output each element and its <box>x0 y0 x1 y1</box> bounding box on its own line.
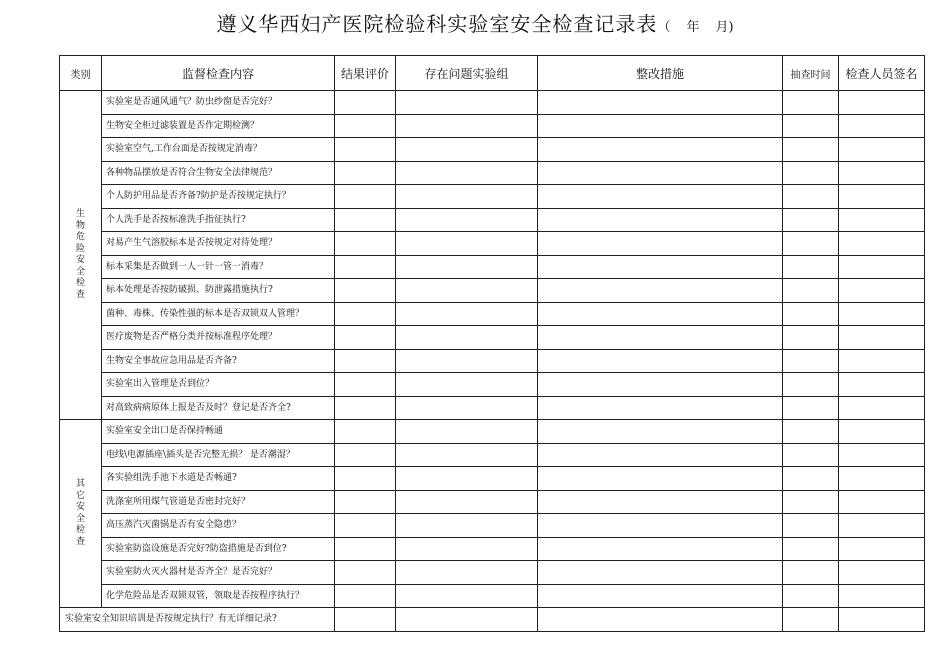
check-item: 实验室空气,工作台面是否按规定消毒？ <box>102 138 335 162</box>
table-row <box>60 161 925 185</box>
check-item: 实验室安全出口是否保持畅通 <box>102 420 335 444</box>
check-item: 实验室是否通风通气？防虫纱窗是否完好？ <box>102 91 335 115</box>
measures-cell[interactable] <box>538 561 783 585</box>
inspector-cell[interactable] <box>839 490 925 514</box>
problem-group-cell[interactable] <box>396 91 538 115</box>
table-row <box>60 514 925 538</box>
table-row <box>60 349 925 373</box>
table-row <box>60 114 925 138</box>
inspector-cell[interactable] <box>839 396 925 420</box>
check-time-cell[interactable] <box>783 514 839 538</box>
measures-cell[interactable] <box>538 608 783 632</box>
problem-group-cell[interactable] <box>396 302 538 326</box>
check-time-cell[interactable] <box>783 302 839 326</box>
training-check-item: 实验室安全知识培训是否按规定执行？有无详细记录? <box>60 608 335 632</box>
check-time-cell[interactable] <box>783 91 839 115</box>
inspection-table <box>59 55 925 632</box>
check-item: 高压蒸汽灭菌锅是否有安全隐患？ <box>102 514 335 538</box>
header-row <box>60 56 925 91</box>
result-cell[interactable] <box>335 396 396 420</box>
check-time-cell[interactable] <box>783 443 839 467</box>
problem-group-cell[interactable] <box>396 114 538 138</box>
check-item: 实验室防盗设施是否完好?防盗措施是否到位? <box>102 537 335 561</box>
problem-group-cell[interactable] <box>396 584 538 608</box>
measures-cell[interactable] <box>538 279 783 303</box>
check-item: 个人防护用品是否齐备?防护是否按规定执行？ <box>102 185 335 209</box>
result-cell[interactable] <box>335 185 396 209</box>
result-cell[interactable] <box>335 91 396 115</box>
measures-cell[interactable] <box>538 208 783 232</box>
result-cell[interactable] <box>335 114 396 138</box>
inspector-cell[interactable] <box>839 373 925 397</box>
problem-group-cell[interactable] <box>396 185 538 209</box>
table-row <box>60 302 925 326</box>
table-row <box>60 185 925 209</box>
check-time-cell[interactable] <box>783 161 839 185</box>
check-item: 对高致病病原体上报是否及时？登记是否齐全? <box>102 396 335 420</box>
inspector-cell[interactable] <box>839 279 925 303</box>
inspector-cell[interactable] <box>839 255 925 279</box>
category-cell <box>60 420 102 608</box>
result-cell[interactable] <box>335 420 396 444</box>
header-problem-group: 存在问题实验组 <box>396 56 538 91</box>
check-time-cell[interactable] <box>783 467 839 491</box>
result-cell[interactable] <box>335 467 396 491</box>
problem-group-cell[interactable] <box>396 255 538 279</box>
problem-group-cell[interactable] <box>396 326 538 350</box>
result-cell[interactable] <box>335 208 396 232</box>
table-row <box>60 443 925 467</box>
problem-group-cell[interactable] <box>396 608 538 632</box>
header-content: 监督检查内容 <box>102 56 335 91</box>
measures-cell[interactable] <box>538 420 783 444</box>
result-cell[interactable] <box>335 608 396 632</box>
check-time-cell[interactable] <box>783 279 839 303</box>
check-item: 电线\电源插座\插头是否完整无损？ 是否潮湿？ <box>102 443 335 467</box>
check-time-cell[interactable] <box>783 114 839 138</box>
result-cell[interactable] <box>335 349 396 373</box>
check-time-cell[interactable] <box>783 349 839 373</box>
header-inspector: 检查人员签名 <box>839 56 925 91</box>
measures-cell[interactable] <box>538 467 783 491</box>
header-check-time: 抽查时间 <box>783 56 839 91</box>
measures-cell[interactable] <box>538 373 783 397</box>
problem-group-cell[interactable] <box>396 373 538 397</box>
table-row <box>60 584 925 608</box>
table-row <box>60 279 925 303</box>
check-time-cell[interactable] <box>783 185 839 209</box>
problem-group-cell[interactable] <box>396 279 538 303</box>
check-time-cell[interactable] <box>783 373 839 397</box>
table-row <box>60 326 925 350</box>
measures-cell[interactable] <box>538 584 783 608</box>
problem-group-cell[interactable] <box>396 349 538 373</box>
measures-cell[interactable] <box>538 443 783 467</box>
measures-cell[interactable] <box>538 161 783 185</box>
result-cell[interactable] <box>335 514 396 538</box>
check-time-cell[interactable] <box>783 561 839 585</box>
header-category: 类别 <box>60 56 102 91</box>
table-row <box>60 373 925 397</box>
table-row <box>60 232 925 256</box>
table-row <box>60 537 925 561</box>
inspector-cell[interactable] <box>839 561 925 585</box>
check-time-cell[interactable] <box>783 420 839 444</box>
result-cell[interactable] <box>335 443 396 467</box>
inspector-cell[interactable] <box>839 91 925 115</box>
check-time-cell[interactable] <box>783 208 839 232</box>
footer-row <box>60 608 925 632</box>
check-item: 洗涤室所用煤气管道是否密封完好？ <box>102 490 335 514</box>
measures-cell[interactable] <box>538 138 783 162</box>
problem-group-cell[interactable] <box>396 537 538 561</box>
title-main: 遵义华西妇产医院检验科实验室安全检查记录表 <box>216 12 658 36</box>
inspector-cell[interactable] <box>839 114 925 138</box>
problem-group-cell[interactable] <box>396 561 538 585</box>
inspector-cell[interactable] <box>839 208 925 232</box>
problem-group-cell[interactable] <box>396 232 538 256</box>
result-cell[interactable] <box>335 584 396 608</box>
check-time-cell[interactable] <box>783 232 839 256</box>
table-row <box>60 490 925 514</box>
title-date: （ 年 月) <box>657 20 734 35</box>
check-item: 标本采集是否做到一人一针一管一消毒？ <box>102 255 335 279</box>
inspector-cell[interactable] <box>839 232 925 256</box>
measures-cell[interactable] <box>538 302 783 326</box>
check-item: 各种物品摆放是否符合生物安全法律规范？ <box>102 161 335 185</box>
result-cell[interactable] <box>335 537 396 561</box>
measures-cell[interactable] <box>538 326 783 350</box>
inspector-cell[interactable] <box>839 443 925 467</box>
problem-group-cell[interactable] <box>396 138 538 162</box>
table-row <box>60 91 925 115</box>
result-cell[interactable] <box>335 161 396 185</box>
table-row <box>60 467 925 491</box>
measures-cell[interactable] <box>538 490 783 514</box>
check-time-cell[interactable] <box>783 326 839 350</box>
inspector-cell[interactable] <box>839 608 925 632</box>
check-item: 医疗废物是否严格分类并按标准程序处理？ <box>102 326 335 350</box>
problem-group-cell[interactable] <box>396 443 538 467</box>
problem-group-cell[interactable] <box>396 490 538 514</box>
inspector-cell[interactable] <box>839 138 925 162</box>
inspector-cell[interactable] <box>839 537 925 561</box>
check-item: 生物安全柜过滤装置是否作定期检测？ <box>102 114 335 138</box>
check-item: 实验室出入管理是否到位？ <box>102 373 335 397</box>
inspector-cell[interactable] <box>839 185 925 209</box>
problem-group-cell[interactable] <box>396 420 538 444</box>
inspector-cell[interactable] <box>839 326 925 350</box>
check-time-cell[interactable] <box>783 138 839 162</box>
problem-group-cell[interactable] <box>396 161 538 185</box>
problem-group-cell[interactable] <box>396 467 538 491</box>
problem-group-cell[interactable] <box>396 514 538 538</box>
problem-group-cell[interactable] <box>396 208 538 232</box>
check-item: 标本处理是否按防破损、防泄露措施执行? <box>102 279 335 303</box>
measures-cell[interactable] <box>538 396 783 420</box>
table-row <box>60 396 925 420</box>
header-result: 结果评价 <box>335 56 396 91</box>
inspector-cell[interactable] <box>839 514 925 538</box>
check-item: 个人洗手是否按标准洗手指征执行? <box>102 208 335 232</box>
problem-group-cell[interactable] <box>396 396 538 420</box>
measures-cell[interactable] <box>538 255 783 279</box>
category-cell <box>60 91 102 420</box>
table-row <box>60 255 925 279</box>
inspector-cell[interactable] <box>839 420 925 444</box>
check-item: 化学危险品是否双锁双管，领取是否按程序执行？ <box>102 584 335 608</box>
result-cell[interactable] <box>335 302 396 326</box>
page-title <box>0 8 950 37</box>
measures-cell[interactable] <box>538 349 783 373</box>
measures-cell[interactable] <box>538 114 783 138</box>
result-cell[interactable] <box>335 326 396 350</box>
title-month: 月) <box>715 20 734 35</box>
check-time-cell[interactable] <box>783 490 839 514</box>
result-cell[interactable] <box>335 561 396 585</box>
result-cell[interactable] <box>335 279 396 303</box>
measures-cell[interactable] <box>538 514 783 538</box>
table-row <box>60 420 925 444</box>
check-item: 生物安全事故应急用品是否齐备? <box>102 349 335 373</box>
category-label: 生物危险安全检查 <box>75 209 85 300</box>
inspector-cell[interactable] <box>839 161 925 185</box>
check-time-cell[interactable] <box>783 396 839 420</box>
result-cell[interactable] <box>335 232 396 256</box>
table-row <box>60 138 925 162</box>
inspector-cell[interactable] <box>839 302 925 326</box>
table-row <box>60 561 925 585</box>
inspector-cell[interactable] <box>839 584 925 608</box>
result-cell[interactable] <box>335 373 396 397</box>
measures-cell[interactable] <box>538 91 783 115</box>
check-time-cell[interactable] <box>783 537 839 561</box>
measures-cell[interactable] <box>538 232 783 256</box>
header-measures: 整改措施 <box>538 56 783 91</box>
check-time-cell[interactable] <box>783 584 839 608</box>
inspector-cell[interactable] <box>839 467 925 491</box>
result-cell[interactable] <box>335 490 396 514</box>
title-year: 年 <box>686 20 700 35</box>
measures-cell[interactable] <box>538 185 783 209</box>
check-item: 菌种、毒株、传染性强的标本是否双锁双人管理？ <box>102 302 335 326</box>
check-item: 实验室防火灭火器材是否齐全？是否完好？ <box>102 561 335 585</box>
result-cell[interactable] <box>335 255 396 279</box>
check-item: 各实验组洗手池下水道是否畅通? <box>102 467 335 491</box>
table-row <box>60 208 925 232</box>
category-label: 其它安全检查 <box>75 479 85 547</box>
measures-cell[interactable] <box>538 537 783 561</box>
check-item: 对易产生气溶胶标本是否按规定对待处理？ <box>102 232 335 256</box>
check-time-cell[interactable] <box>783 608 839 632</box>
check-time-cell[interactable] <box>783 255 839 279</box>
inspector-cell[interactable] <box>839 349 925 373</box>
result-cell[interactable] <box>335 138 396 162</box>
